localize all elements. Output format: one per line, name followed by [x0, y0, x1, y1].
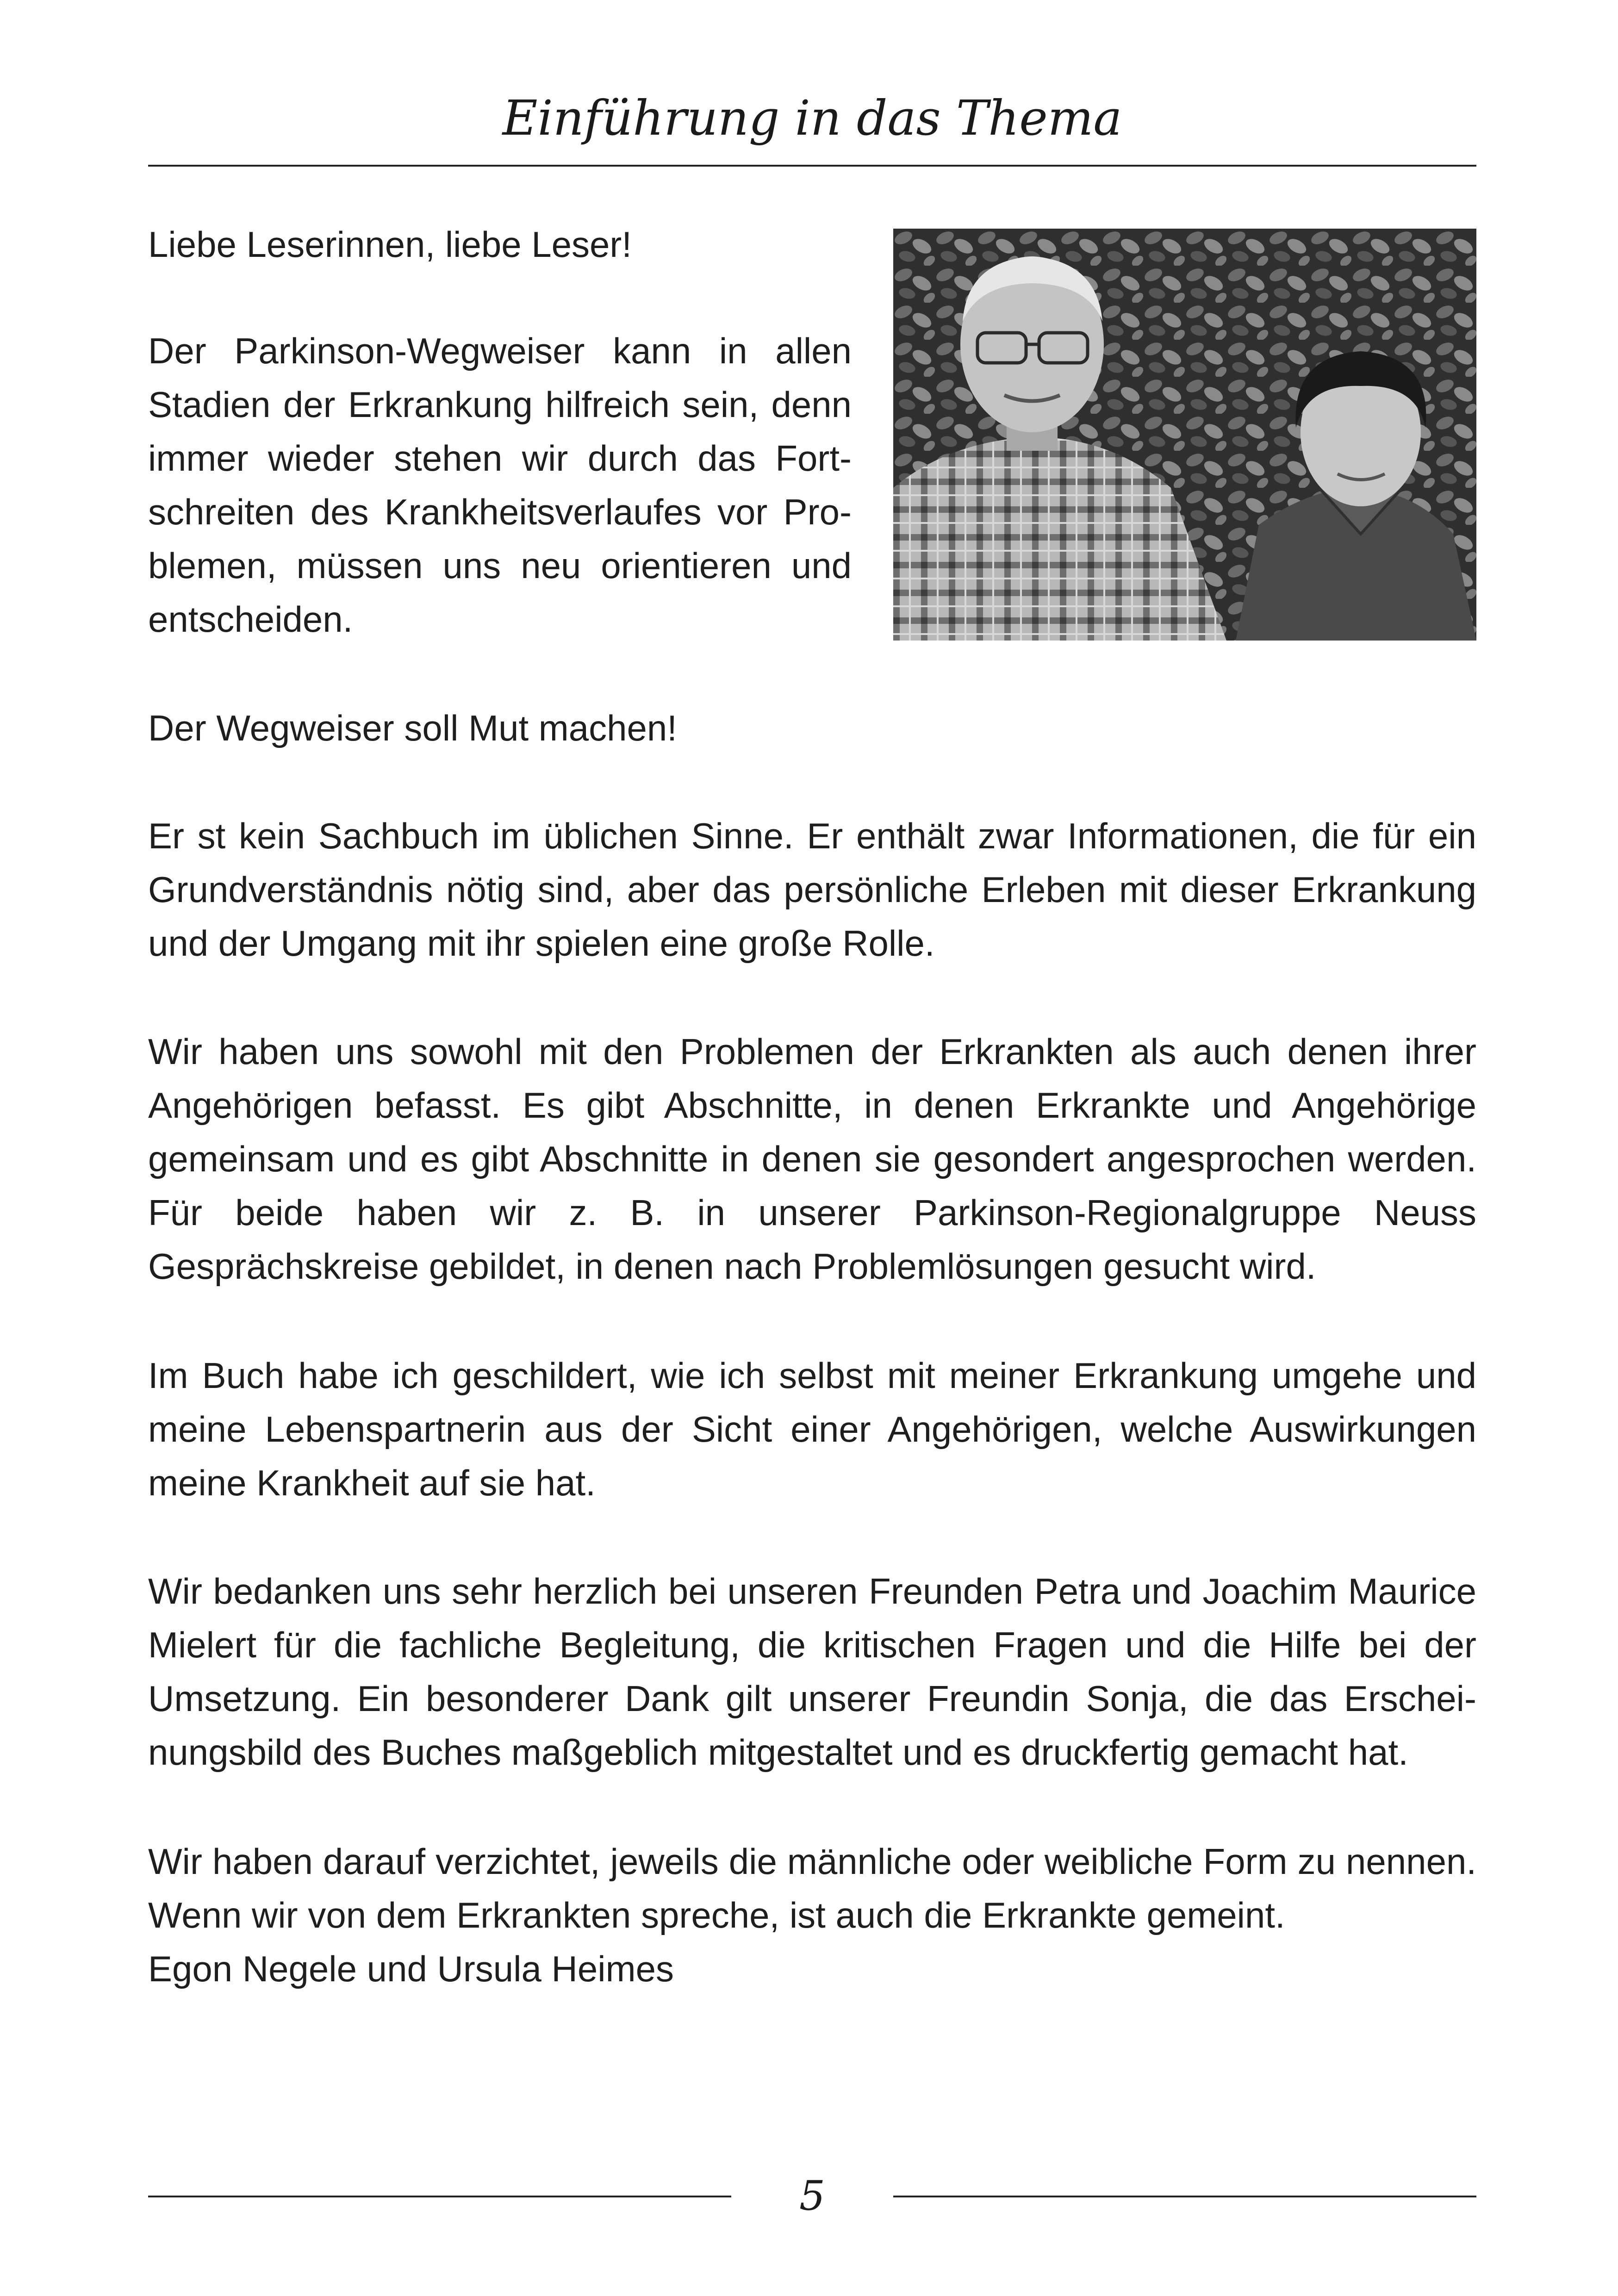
author-photo [893, 229, 1476, 641]
page-number: 5 [799, 2172, 825, 2220]
signature-authors: Egon Negele und Ursula Heimes [148, 1948, 674, 1989]
greeting: Liebe Leserinnen, liebe Leser! [148, 224, 632, 265]
paragraph-acknowledgements: Wir bedanken uns sehr herzlich bei unseren Freunden Petra und Joachim Maurice Mielert für die fachliche Begleitung, die kritischen Fragen und die Hilfe bei der Umsetzung. Ein besonderer Dank gilt unserer Freundin Sonja, die das Erscheinungsbild des Buches maßgeblich mitgestaltet und es druckfertig gemacht hat. [148, 1571, 1476, 1773]
footer-rule-right [893, 2196, 1476, 2197]
paragraph-book-description: Er st kein Sachbuch im üblichen Sinne. Er enthält zwar Informationen, die für ein Grundverständnis nötig sind, aber das persönliche Erleben mit dieser Erkrankung und der Umgang mit ihr spielen eine große Rolle. [148, 815, 1476, 964]
paragraph-courage: Der Wegweiser soll Mut machen! [148, 708, 677, 748]
footer-rule-left [148, 2196, 731, 2197]
paragraph-personal-account: Im Buch habe ich geschildert, wie ich selbst mit meiner Erkrankung umgehe und meine Lebenspartnerin aus der Sicht einer Angehörigen, welche Auswirkungen meine Krankheit auf sie hat. [148, 1355, 1476, 1503]
paragraph-intro: Der Parkinson-Wegweiser kann in allen Stadien der Erkrankung hilfreich sein, denn immer wieder stehen wir durch das Fortschreiten des Krankheitsverlaufes vor Problemen, müssen uns neu orientieren und entscheiden. [148, 330, 852, 640]
paragraph-target-groups: Wir haben uns sowohl mit den Problemen der Erkrankten als auch denen ihrer Angehörigen befasst. Es gibt Abschnitte, in denen Erkrankte und Angehörige gemeinsam und es gibt Abschnitte in denen sie gesondert angesprochen werden. Für beide haben wir z. B. in unserer Parkinson-Regionalgruppe Neuss Gesprächskreise gebildet, in denen nach Problemlösungen gesucht wird. [148, 1031, 1476, 1287]
header-rule [148, 165, 1476, 167]
running-header-title: Einführung in das Thema [502, 90, 1122, 146]
paragraph-gender-note: Wir haben darauf verzichtet, jeweils die männliche oder weibliche Form zu nennen. Wenn wir von dem Erkrankten spreche, ist auch die Erkrankte gemeint. [148, 1841, 1476, 1935]
